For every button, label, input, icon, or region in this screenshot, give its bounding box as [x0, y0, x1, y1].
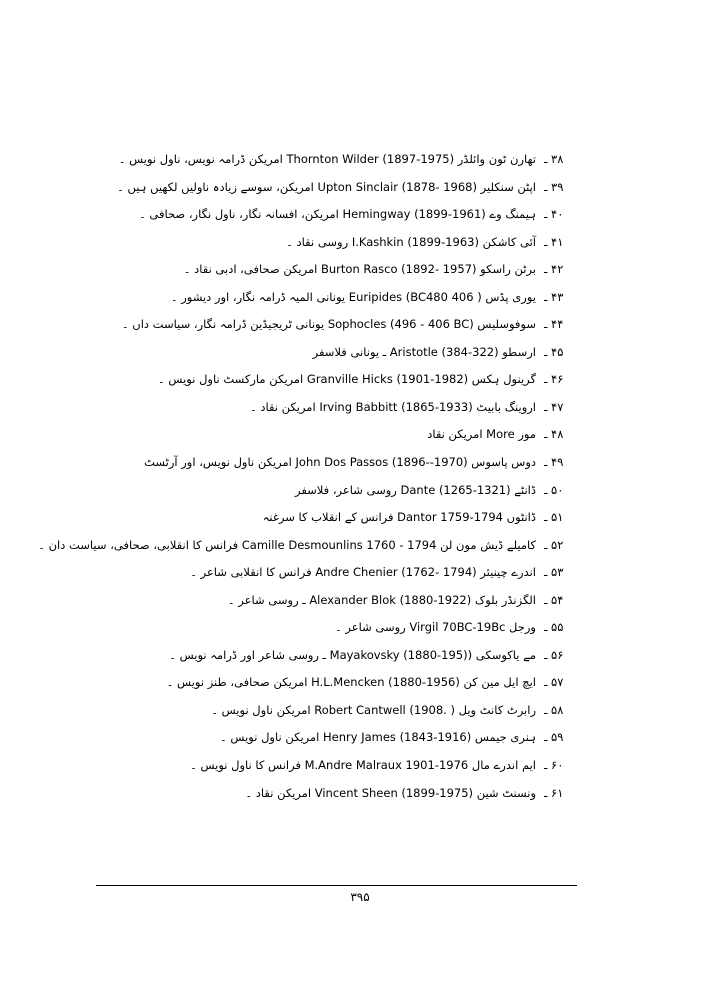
list-item — [80, 146, 580, 174]
item-number: ۴۵ ـ — [544, 344, 564, 359]
item-text: الگزنڈر بلوک Alexander Blok (1880-1922) ـ روسی شاعر ۔ — [227, 592, 536, 607]
list-item — [80, 559, 580, 587]
item-text: اپٹن سنکلیر Upton Sinclair (1878- 1968) امریکن، سوسے زیادہ ناولیں لکھیں ہیں ۔ — [117, 179, 536, 194]
item-text: اروینگ بابیٹ Irving Babbitt (1865-1933) امریکن نقاد ۔ — [249, 399, 536, 414]
item-text: تھارن ٹون وائلڈر Thornton Wilder (1897-1975) امریکن ڈرامہ نویس، ناول نویس ۔ — [118, 152, 536, 166]
item-number: ۴۹ ـ — [544, 455, 564, 470]
item-text: ہنری جیمس Henry James (1843-1916) امریکن ناول نویس ۔ — [220, 730, 536, 745]
item-number: ۵۱ ـ — [544, 510, 564, 525]
list-item — [80, 504, 580, 532]
item-number: ۵۰ ـ — [544, 482, 564, 497]
list-item — [80, 780, 580, 808]
list-item — [80, 642, 580, 670]
page-number: ۳۹۵ — [350, 890, 370, 904]
item-text: ایم اندرے مال M.Andre Malraux 1901-1976 فرانس کا ناول نویس ۔ — [190, 758, 536, 773]
list-item — [80, 229, 580, 257]
list-item — [80, 587, 580, 615]
list-item — [80, 256, 580, 284]
list-item — [80, 339, 580, 367]
item-text: ارسطو Aristotle (384-322) ـ یونانی فلاسفر — [312, 344, 536, 359]
item-text: مور More امریکن نقاد — [427, 427, 536, 442]
item-number: ۴۶ ـ — [544, 372, 564, 387]
list-item — [80, 201, 580, 229]
item-text: برٹن راسکو Burton Rasco (1892- 1957) امریکن صحافی، ادبی نقاد ۔ — [183, 262, 536, 277]
item-number: ۵۶ ـ — [544, 647, 564, 662]
list-item — [80, 614, 580, 642]
item-text: سوفوسلیس Sophocles (496 - 406 BC) یونانی ٹریجیڈین ڈرامہ نگار، سیاست داں ۔ — [121, 317, 536, 332]
item-number: ۵۵ ـ — [544, 620, 564, 635]
item-number: ۴۲ ـ — [544, 262, 564, 277]
list-item — [80, 669, 580, 697]
item-number: ۳۸ ـ — [544, 152, 564, 166]
item-text: ڈانٹے Dante (1265-1321) روسی شاعر، فلاسفر — [295, 482, 536, 497]
item-number: ۳۹ ـ — [544, 179, 564, 194]
list-item — [80, 752, 580, 780]
item-number: ۶۱ ـ — [544, 785, 564, 800]
item-text: یوری پڈس Euripides (BC480 406 ) یونانی المیہ ڈرامہ نگار، اور دیشور ۔ — [170, 289, 536, 304]
list-item — [80, 311, 580, 339]
list-item — [80, 449, 580, 477]
footnote-list — [38, 146, 580, 807]
item-number: ۴۸ ـ — [544, 427, 564, 442]
list-item — [80, 724, 580, 752]
item-text: اندرے چینیئر Andre Chenier (1762- 1794) فرانس کا انقلابی شاعر ۔ — [190, 565, 536, 580]
item-text: آئی کاشکن I.Kashkin (1899-1963) روسی نقاد ۔ — [286, 234, 536, 249]
list-item — [80, 421, 580, 449]
list-item — [80, 394, 580, 422]
item-number: ۵۸ ـ — [544, 702, 564, 717]
list-item — [80, 174, 580, 202]
item-text: دوس پاسوس John Dos Passos (1896--1970) امریکن ناول نویس، اور آرٹسٹ — [144, 455, 536, 470]
item-number: ۵۳ ـ — [544, 565, 564, 580]
list-item — [80, 366, 580, 394]
item-number: ۶۰ ـ — [544, 758, 564, 773]
item-text: کامیلے ڈیش مون لن Camille Desmounlins 1760 - 1794 فرانس کا انقلابی، صحافی، سیاست دان ۔ — [38, 537, 536, 552]
item-number: ۴۰ ـ — [544, 207, 564, 222]
item-text: ونسنٹ شین Vincent Sheen (1899-1975) امریکن نقاد ۔ — [245, 785, 536, 800]
item-number: ۵۹ ـ — [544, 730, 564, 745]
item-number: ۴۱ ـ — [544, 234, 564, 249]
list-item — [80, 284, 580, 312]
item-number: ۴۷ ـ — [544, 399, 564, 414]
item-text: مے یاکوسکی (Mayakovsky (1880-195) ـ روسی شاعر اور ڈرامہ نویس ۔ — [169, 647, 536, 662]
item-number: ۵۷ ـ — [544, 675, 564, 690]
item-number: ۴۳ ـ — [544, 289, 564, 304]
item-number: ۵۲ ـ — [544, 537, 564, 552]
item-text: گرینول ہکس Granville Hicks (1901-1982) امریکن مارکسٹ ناول نویس ۔ — [158, 372, 536, 387]
item-number: ۴۴ ـ — [544, 317, 564, 332]
list-item — [38, 532, 580, 560]
list-item — [80, 697, 580, 725]
item-text: ایچ ایل مین کن H.L.Mencken (1880-1956) امریکن صحافی، طنز نویس ۔ — [166, 675, 536, 690]
item-number: ۵۴ ـ — [544, 592, 564, 607]
item-text: ورجل Virgil 70BC-19Bc روسی شاعر ۔ — [334, 620, 536, 635]
footer-divider — [96, 885, 577, 886]
item-text: ڈانٹوں Dantor 1759-1794 فرانس کے انقلاب کا سرغنہ — [262, 510, 536, 525]
list-item — [80, 477, 580, 505]
item-text: رابرٹ کانٹ ویل Robert Cantwell (1908. ) امریکن ناول نویس ۔ — [211, 702, 536, 717]
item-text: ہیمنگ وے Hemingway (1899-1961) امریکن، افسانہ نگار، ناول نگار، صحافی ۔ — [139, 207, 536, 222]
